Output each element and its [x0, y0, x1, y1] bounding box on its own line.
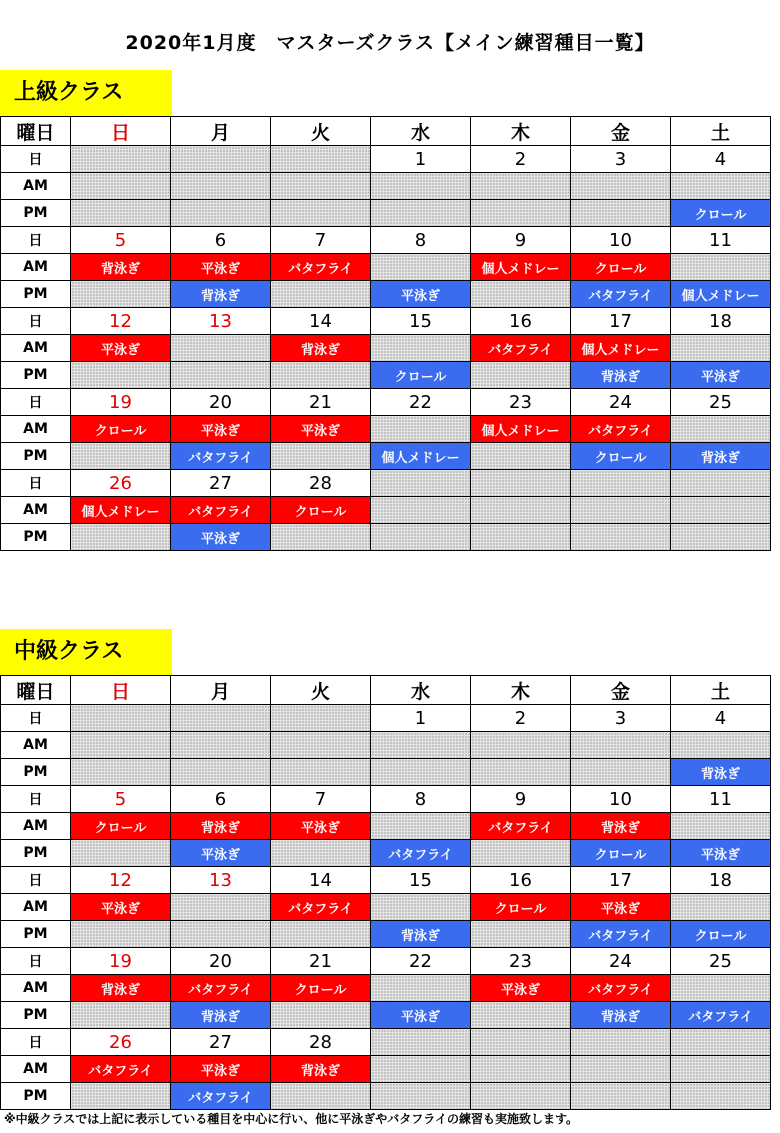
row-label-pm: PM: [1, 759, 71, 786]
am-event-cell: [71, 732, 171, 759]
date-cell: 4: [671, 146, 771, 173]
date-cell: 24: [571, 948, 671, 975]
date-cell: 4: [671, 705, 771, 732]
date-cell: 27: [171, 1029, 271, 1056]
date-cell: 27: [171, 470, 271, 497]
date-cell: [371, 1029, 471, 1056]
pm-event-cell: クロール: [571, 840, 671, 867]
am-event-cell: クロール: [471, 894, 571, 921]
am-event-cell: バタフライ: [471, 335, 571, 362]
date-cell: 3: [571, 705, 671, 732]
pm-event-cell: バタフライ: [171, 443, 271, 470]
am-event-cell: [271, 173, 371, 200]
am-event-cell: バタフライ: [271, 894, 371, 921]
am-event-cell: [371, 1056, 471, 1083]
am-event-cell: [571, 173, 671, 200]
date-cell: 6: [171, 227, 271, 254]
pm-event-cell: バタフライ: [171, 1083, 271, 1110]
date-cell: 16: [471, 308, 571, 335]
am-event-cell: [671, 732, 771, 759]
row-label-pm: PM: [1, 1002, 71, 1029]
am-event-cell: [671, 335, 771, 362]
pm-event-cell: [271, 524, 371, 551]
pm-event-cell: [571, 1083, 671, 1110]
date-cell: 22: [371, 389, 471, 416]
am-event-cell: 平泳ぎ: [271, 813, 371, 840]
am-event-cell: [571, 1056, 671, 1083]
pm-event-cell: 平泳ぎ: [371, 281, 471, 308]
weekday-header: 金: [571, 676, 671, 705]
date-cell: 22: [371, 948, 471, 975]
date-cell: [471, 1029, 571, 1056]
am-event-cell: [371, 732, 471, 759]
date-cell: [371, 470, 471, 497]
am-event-cell: [171, 335, 271, 362]
date-cell: 7: [271, 786, 371, 813]
am-event-cell: 背泳ぎ: [571, 813, 671, 840]
am-event-cell: 平泳ぎ: [571, 894, 671, 921]
row-label-day: 日: [1, 389, 71, 416]
am-event-cell: [171, 894, 271, 921]
pm-event-cell: [271, 1083, 371, 1110]
pm-event-cell: [271, 759, 371, 786]
pm-event-cell: [471, 281, 571, 308]
am-event-cell: クロール: [271, 497, 371, 524]
row-label-am: AM: [1, 173, 71, 200]
date-cell: 28: [271, 470, 371, 497]
am-event-cell: [371, 254, 471, 281]
date-cell: 23: [471, 948, 571, 975]
am-event-cell: 平泳ぎ: [171, 254, 271, 281]
pm-event-cell: [271, 921, 371, 948]
date-cell: [271, 146, 371, 173]
date-cell: 11: [671, 786, 771, 813]
date-cell: 12: [71, 308, 171, 335]
am-event-cell: 平泳ぎ: [471, 975, 571, 1002]
am-event-cell: バタフライ: [571, 975, 671, 1002]
pm-event-cell: [171, 362, 271, 389]
row-label-day: 日: [1, 705, 71, 732]
pm-event-cell: [471, 524, 571, 551]
pm-event-cell: [471, 840, 571, 867]
date-cell: 26: [71, 1029, 171, 1056]
row-label-pm: PM: [1, 281, 71, 308]
date-cell: [71, 146, 171, 173]
pm-event-cell: [71, 200, 171, 227]
pm-event-cell: 平泳ぎ: [671, 840, 771, 867]
am-event-cell: [471, 497, 571, 524]
weekday-header: 木: [471, 117, 571, 146]
date-cell: 3: [571, 146, 671, 173]
am-event-cell: [671, 173, 771, 200]
am-event-cell: [571, 732, 671, 759]
pm-event-cell: バタフライ: [371, 840, 471, 867]
date-cell: 21: [271, 948, 371, 975]
date-cell: 18: [671, 867, 771, 894]
pm-event-cell: [71, 759, 171, 786]
pm-event-cell: [171, 200, 271, 227]
pm-event-cell: [471, 362, 571, 389]
footnote: ※中級クラスでは上記に表示している種目を中心に行い、他に平泳ぎやバタフライの練習も実施致します。: [4, 1112, 578, 1126]
date-cell: [71, 705, 171, 732]
row-label-day: 日: [1, 146, 71, 173]
row-label-am: AM: [1, 497, 71, 524]
date-cell: 14: [271, 308, 371, 335]
page-title: 2020年1月度 マスターズクラス【メイン練習種目一覧】: [125, 32, 655, 54]
pm-event-cell: 背泳ぎ: [171, 281, 271, 308]
pm-event-cell: [71, 840, 171, 867]
pm-event-cell: 背泳ぎ: [671, 443, 771, 470]
pm-event-cell: 背泳ぎ: [571, 1002, 671, 1029]
am-event-cell: 個人メドレー: [71, 497, 171, 524]
am-event-cell: バタフライ: [171, 497, 271, 524]
date-cell: 14: [271, 867, 371, 894]
pm-event-cell: [71, 362, 171, 389]
date-cell: 10: [571, 786, 671, 813]
date-cell: [171, 146, 271, 173]
section-label-advanced: 上級クラス: [0, 70, 172, 116]
date-cell: [671, 470, 771, 497]
pm-event-cell: [371, 1083, 471, 1110]
pm-event-cell: [671, 1083, 771, 1110]
am-event-cell: 背泳ぎ: [271, 335, 371, 362]
date-cell: 10: [571, 227, 671, 254]
am-event-cell: [271, 732, 371, 759]
pm-event-cell: [71, 281, 171, 308]
row-label-pm: PM: [1, 200, 71, 227]
am-event-cell: クロール: [71, 416, 171, 443]
row-label-day: 日: [1, 470, 71, 497]
am-event-cell: [371, 416, 471, 443]
pm-event-cell: [671, 524, 771, 551]
am-event-cell: [471, 173, 571, 200]
row-label-pm: PM: [1, 1083, 71, 1110]
date-cell: 1: [371, 146, 471, 173]
am-event-cell: [671, 254, 771, 281]
am-event-cell: 平泳ぎ: [171, 416, 271, 443]
row-label-am: AM: [1, 1056, 71, 1083]
am-event-cell: [671, 497, 771, 524]
date-cell: 20: [171, 389, 271, 416]
date-cell: [171, 705, 271, 732]
pm-event-cell: [471, 1083, 571, 1110]
row-label-day: 日: [1, 308, 71, 335]
am-event-cell: バタフライ: [471, 813, 571, 840]
am-event-cell: [371, 975, 471, 1002]
pm-event-cell: クロール: [671, 921, 771, 948]
pm-event-cell: 背泳ぎ: [571, 362, 671, 389]
intermediate-class-schedule-table: [0, 675, 771, 1110]
date-cell: 12: [71, 867, 171, 894]
date-cell: 23: [471, 389, 571, 416]
date-cell: 26: [71, 470, 171, 497]
am-event-cell: 背泳ぎ: [171, 813, 271, 840]
row-label-am: AM: [1, 732, 71, 759]
row-label-day: 日: [1, 867, 71, 894]
pm-event-cell: [571, 759, 671, 786]
am-event-cell: [371, 173, 471, 200]
am-event-cell: [671, 416, 771, 443]
weekday-header: 日: [71, 676, 171, 705]
date-cell: 25: [671, 948, 771, 975]
date-cell: [271, 705, 371, 732]
pm-event-cell: バタフライ: [571, 921, 671, 948]
am-event-cell: クロール: [571, 254, 671, 281]
date-cell: [671, 1029, 771, 1056]
pm-event-cell: クロール: [371, 362, 471, 389]
date-cell: 28: [271, 1029, 371, 1056]
date-cell: 25: [671, 389, 771, 416]
date-cell: 2: [471, 705, 571, 732]
weekday-header: 水: [371, 117, 471, 146]
date-cell: 1: [371, 705, 471, 732]
pm-event-cell: 個人メドレー: [371, 443, 471, 470]
date-cell: 16: [471, 867, 571, 894]
pm-event-cell: クロール: [671, 200, 771, 227]
pm-event-cell: 背泳ぎ: [171, 1002, 271, 1029]
row-label-am: AM: [1, 975, 71, 1002]
row-label-am: AM: [1, 416, 71, 443]
row-label-am: AM: [1, 813, 71, 840]
weekday-header: 木: [471, 676, 571, 705]
row-label-pm: PM: [1, 840, 71, 867]
am-event-cell: [471, 732, 571, 759]
pm-event-cell: 背泳ぎ: [371, 921, 471, 948]
date-cell: 7: [271, 227, 371, 254]
date-cell: 6: [171, 786, 271, 813]
weekday-header: 火: [271, 117, 371, 146]
pm-event-cell: [271, 281, 371, 308]
pm-event-cell: [71, 1083, 171, 1110]
am-event-cell: [71, 173, 171, 200]
row-label-pm: PM: [1, 921, 71, 948]
am-event-cell: 個人メドレー: [571, 335, 671, 362]
date-cell: 8: [371, 786, 471, 813]
am-event-cell: [671, 1056, 771, 1083]
pm-event-cell: 平泳ぎ: [671, 362, 771, 389]
weekday-header: 月: [171, 117, 271, 146]
pm-event-cell: [371, 759, 471, 786]
weekday-header: 土: [671, 676, 771, 705]
date-cell: [571, 470, 671, 497]
pm-event-cell: [571, 524, 671, 551]
am-event-cell: 個人メドレー: [471, 254, 571, 281]
pm-event-cell: [371, 524, 471, 551]
date-cell: 21: [271, 389, 371, 416]
date-cell: 9: [471, 786, 571, 813]
weekday-header: 水: [371, 676, 471, 705]
date-cell: 19: [71, 948, 171, 975]
pm-event-cell: [271, 443, 371, 470]
am-event-cell: 背泳ぎ: [71, 254, 171, 281]
row-label-pm: PM: [1, 362, 71, 389]
pm-event-cell: バタフライ: [571, 281, 671, 308]
row-label-am: AM: [1, 254, 71, 281]
row-label-day: 日: [1, 948, 71, 975]
am-event-cell: 背泳ぎ: [71, 975, 171, 1002]
weekday-header: 日: [71, 117, 171, 146]
row-label-am: AM: [1, 894, 71, 921]
weekday-header: 火: [271, 676, 371, 705]
pm-event-cell: 平泳ぎ: [371, 1002, 471, 1029]
weekday-header-label: 曜日: [1, 676, 71, 705]
pm-event-cell: 個人メドレー: [671, 281, 771, 308]
row-label-day: 日: [1, 786, 71, 813]
date-cell: 15: [371, 867, 471, 894]
date-cell: 15: [371, 308, 471, 335]
date-cell: 13: [171, 867, 271, 894]
weekday-header: 月: [171, 676, 271, 705]
advanced-class-schedule-table: [0, 116, 771, 551]
date-cell: [571, 1029, 671, 1056]
date-cell: [471, 470, 571, 497]
weekday-header: 土: [671, 117, 771, 146]
am-event-cell: [371, 497, 471, 524]
pm-event-cell: [71, 1002, 171, 1029]
am-event-cell: 背泳ぎ: [271, 1056, 371, 1083]
pm-event-cell: [171, 921, 271, 948]
date-cell: 20: [171, 948, 271, 975]
pm-event-cell: [471, 443, 571, 470]
am-event-cell: クロール: [71, 813, 171, 840]
weekday-header-label: 曜日: [1, 117, 71, 146]
am-event-cell: [571, 497, 671, 524]
am-event-cell: バタフライ: [271, 254, 371, 281]
am-event-cell: [171, 732, 271, 759]
pm-event-cell: [571, 200, 671, 227]
weekday-header: 金: [571, 117, 671, 146]
am-event-cell: バタフライ: [571, 416, 671, 443]
am-event-cell: [671, 975, 771, 1002]
date-cell: 9: [471, 227, 571, 254]
row-label-day: 日: [1, 227, 71, 254]
date-cell: 2: [471, 146, 571, 173]
am-event-cell: [371, 813, 471, 840]
pm-event-cell: [71, 921, 171, 948]
am-event-cell: 個人メドレー: [471, 416, 571, 443]
date-cell: 5: [71, 786, 171, 813]
pm-event-cell: 背泳ぎ: [671, 759, 771, 786]
date-cell: 17: [571, 308, 671, 335]
am-event-cell: [671, 894, 771, 921]
date-cell: 19: [71, 389, 171, 416]
row-label-pm: PM: [1, 443, 71, 470]
pm-event-cell: [271, 1002, 371, 1029]
pm-event-cell: クロール: [571, 443, 671, 470]
pm-event-cell: [471, 200, 571, 227]
pm-event-cell: [271, 362, 371, 389]
row-label-am: AM: [1, 335, 71, 362]
am-event-cell: 平泳ぎ: [71, 335, 171, 362]
am-event-cell: [671, 813, 771, 840]
pm-event-cell: [271, 840, 371, 867]
pm-event-cell: [71, 524, 171, 551]
am-event-cell: [171, 173, 271, 200]
am-event-cell: バタフライ: [71, 1056, 171, 1083]
pm-event-cell: [471, 759, 571, 786]
am-event-cell: クロール: [271, 975, 371, 1002]
pm-event-cell: [71, 443, 171, 470]
date-cell: 8: [371, 227, 471, 254]
row-label-day: 日: [1, 1029, 71, 1056]
am-event-cell: 平泳ぎ: [171, 1056, 271, 1083]
pm-event-cell: 平泳ぎ: [171, 524, 271, 551]
am-event-cell: [371, 894, 471, 921]
am-event-cell: 平泳ぎ: [271, 416, 371, 443]
date-cell: 11: [671, 227, 771, 254]
am-event-cell: バタフライ: [171, 975, 271, 1002]
pm-event-cell: [171, 759, 271, 786]
pm-event-cell: 平泳ぎ: [171, 840, 271, 867]
date-cell: 17: [571, 867, 671, 894]
row-label-pm: PM: [1, 524, 71, 551]
pm-event-cell: [471, 921, 571, 948]
date-cell: 13: [171, 308, 271, 335]
date-cell: 5: [71, 227, 171, 254]
date-cell: 18: [671, 308, 771, 335]
pm-event-cell: [271, 200, 371, 227]
date-cell: 24: [571, 389, 671, 416]
am-event-cell: [471, 1056, 571, 1083]
section-label-intermediate: 中級クラス: [0, 629, 172, 675]
pm-event-cell: バタフライ: [671, 1002, 771, 1029]
pm-event-cell: [471, 1002, 571, 1029]
am-event-cell: 平泳ぎ: [71, 894, 171, 921]
pm-event-cell: [371, 200, 471, 227]
am-event-cell: [371, 335, 471, 362]
